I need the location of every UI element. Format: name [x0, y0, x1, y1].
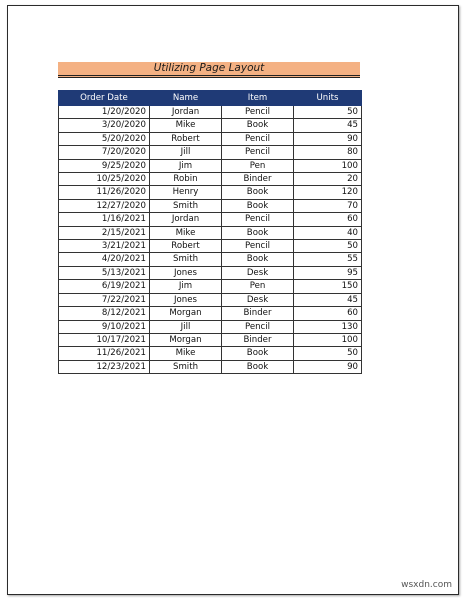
cell-units: 60: [294, 213, 362, 226]
cell-units: 50: [294, 240, 362, 253]
cell-order-date: 9/25/2020: [59, 159, 150, 172]
cell-item: Binder: [222, 173, 294, 186]
table-row: [59, 186, 362, 199]
cell-units: 45: [294, 293, 362, 306]
cell-units: 90: [294, 132, 362, 145]
cell-item: Desk: [222, 293, 294, 306]
cell-units: 90: [294, 360, 362, 373]
table-row: [59, 226, 362, 239]
table-row: [59, 146, 362, 159]
cell-units: 50: [294, 347, 362, 360]
cell-units: 95: [294, 266, 362, 279]
cell-units: 20: [294, 173, 362, 186]
cell-name: Jim: [150, 159, 222, 172]
header-name: Name: [150, 91, 222, 106]
cell-item: Pencil: [222, 240, 294, 253]
cell-order-date: 2/15/2021: [59, 226, 150, 239]
cell-order-date: 10/25/2020: [59, 173, 150, 186]
table-row: [59, 119, 362, 132]
cell-order-date: 5/13/2021: [59, 266, 150, 279]
cell-name: Mike: [150, 119, 222, 132]
table-row: [59, 266, 362, 279]
cell-name: Mike: [150, 226, 222, 239]
cell-order-date: 1/16/2021: [59, 213, 150, 226]
cell-name: Smith: [150, 199, 222, 212]
cell-item: Book: [222, 119, 294, 132]
table-row: [59, 199, 362, 212]
table-row: [59, 307, 362, 320]
cell-order-date: 1/20/2020: [59, 106, 150, 119]
sheet-title: Utilizing Page Layout: [58, 62, 360, 78]
cell-item: Pencil: [222, 132, 294, 145]
cell-order-date: 7/20/2020: [59, 146, 150, 159]
cell-order-date: 5/20/2020: [59, 132, 150, 145]
cell-name: Smith: [150, 360, 222, 373]
cell-order-date: 11/26/2020: [59, 186, 150, 199]
table-row: [59, 106, 362, 119]
cell-units: 100: [294, 333, 362, 346]
header-order-date: Order Date: [59, 91, 150, 106]
cell-item: Book: [222, 226, 294, 239]
cell-name: Robert: [150, 132, 222, 145]
cell-item: Binder: [222, 307, 294, 320]
cell-order-date: 8/12/2021: [59, 307, 150, 320]
cell-order-date: 7/22/2021: [59, 293, 150, 306]
cell-name: Jordan: [150, 213, 222, 226]
cell-order-date: 11/26/2021: [59, 347, 150, 360]
table-row: [59, 280, 362, 293]
cell-name: Jill: [150, 146, 222, 159]
cell-item: Pen: [222, 159, 294, 172]
cell-name: Smith: [150, 253, 222, 266]
cell-order-date: 3/20/2020: [59, 119, 150, 132]
cell-units: 70: [294, 199, 362, 212]
header-units: Units: [294, 91, 362, 106]
cell-name: Mike: [150, 347, 222, 360]
cell-order-date: 9/10/2021: [59, 320, 150, 333]
cell-units: 55: [294, 253, 362, 266]
cell-units: 45: [294, 119, 362, 132]
cell-order-date: 12/27/2020: [59, 199, 150, 212]
table-row: [59, 320, 362, 333]
cell-item: Pencil: [222, 146, 294, 159]
table-row: [59, 173, 362, 186]
cell-name: Jones: [150, 266, 222, 279]
cell-item: Pencil: [222, 320, 294, 333]
cell-name: Jill: [150, 320, 222, 333]
table-row: [59, 240, 362, 253]
cell-item: Pencil: [222, 106, 294, 119]
table-row: [59, 347, 362, 360]
cell-units: 150: [294, 280, 362, 293]
cell-item: Pen: [222, 280, 294, 293]
cell-units: 60: [294, 307, 362, 320]
cell-order-date: 10/17/2021: [59, 333, 150, 346]
cell-units: 120: [294, 186, 362, 199]
cell-item: Book: [222, 186, 294, 199]
table-row: [59, 159, 362, 172]
cell-name: Morgan: [150, 333, 222, 346]
cell-order-date: 3/21/2021: [59, 240, 150, 253]
cell-units: 50: [294, 106, 362, 119]
cell-name: Robin: [150, 173, 222, 186]
cell-name: Jordan: [150, 106, 222, 119]
table-row: [59, 333, 362, 346]
cell-item: Book: [222, 347, 294, 360]
table-row: [59, 213, 362, 226]
table-row: [59, 360, 362, 373]
cell-name: Robert: [150, 240, 222, 253]
cell-units: 40: [294, 226, 362, 239]
cell-order-date: 4/20/2021: [59, 253, 150, 266]
cell-units: 130: [294, 320, 362, 333]
cell-item: Desk: [222, 266, 294, 279]
cell-item: Book: [222, 360, 294, 373]
cell-order-date: 12/23/2021: [59, 360, 150, 373]
watermark: wsxdn.com: [401, 580, 452, 590]
cell-units: 100: [294, 159, 362, 172]
cell-item: Book: [222, 199, 294, 212]
cell-units: 80: [294, 146, 362, 159]
table-header-row: [59, 91, 362, 106]
header-item: Item: [222, 91, 294, 106]
cell-name: Morgan: [150, 307, 222, 320]
table-row: [59, 132, 362, 145]
data-table: [58, 90, 362, 374]
cell-item: Book: [222, 253, 294, 266]
table-row: [59, 253, 362, 266]
cell-item: Binder: [222, 333, 294, 346]
cell-order-date: 6/19/2021: [59, 280, 150, 293]
cell-name: Jones: [150, 293, 222, 306]
table-row: [59, 293, 362, 306]
cell-name: Henry: [150, 186, 222, 199]
cell-name: Jim: [150, 280, 222, 293]
cell-item: Pencil: [222, 213, 294, 226]
